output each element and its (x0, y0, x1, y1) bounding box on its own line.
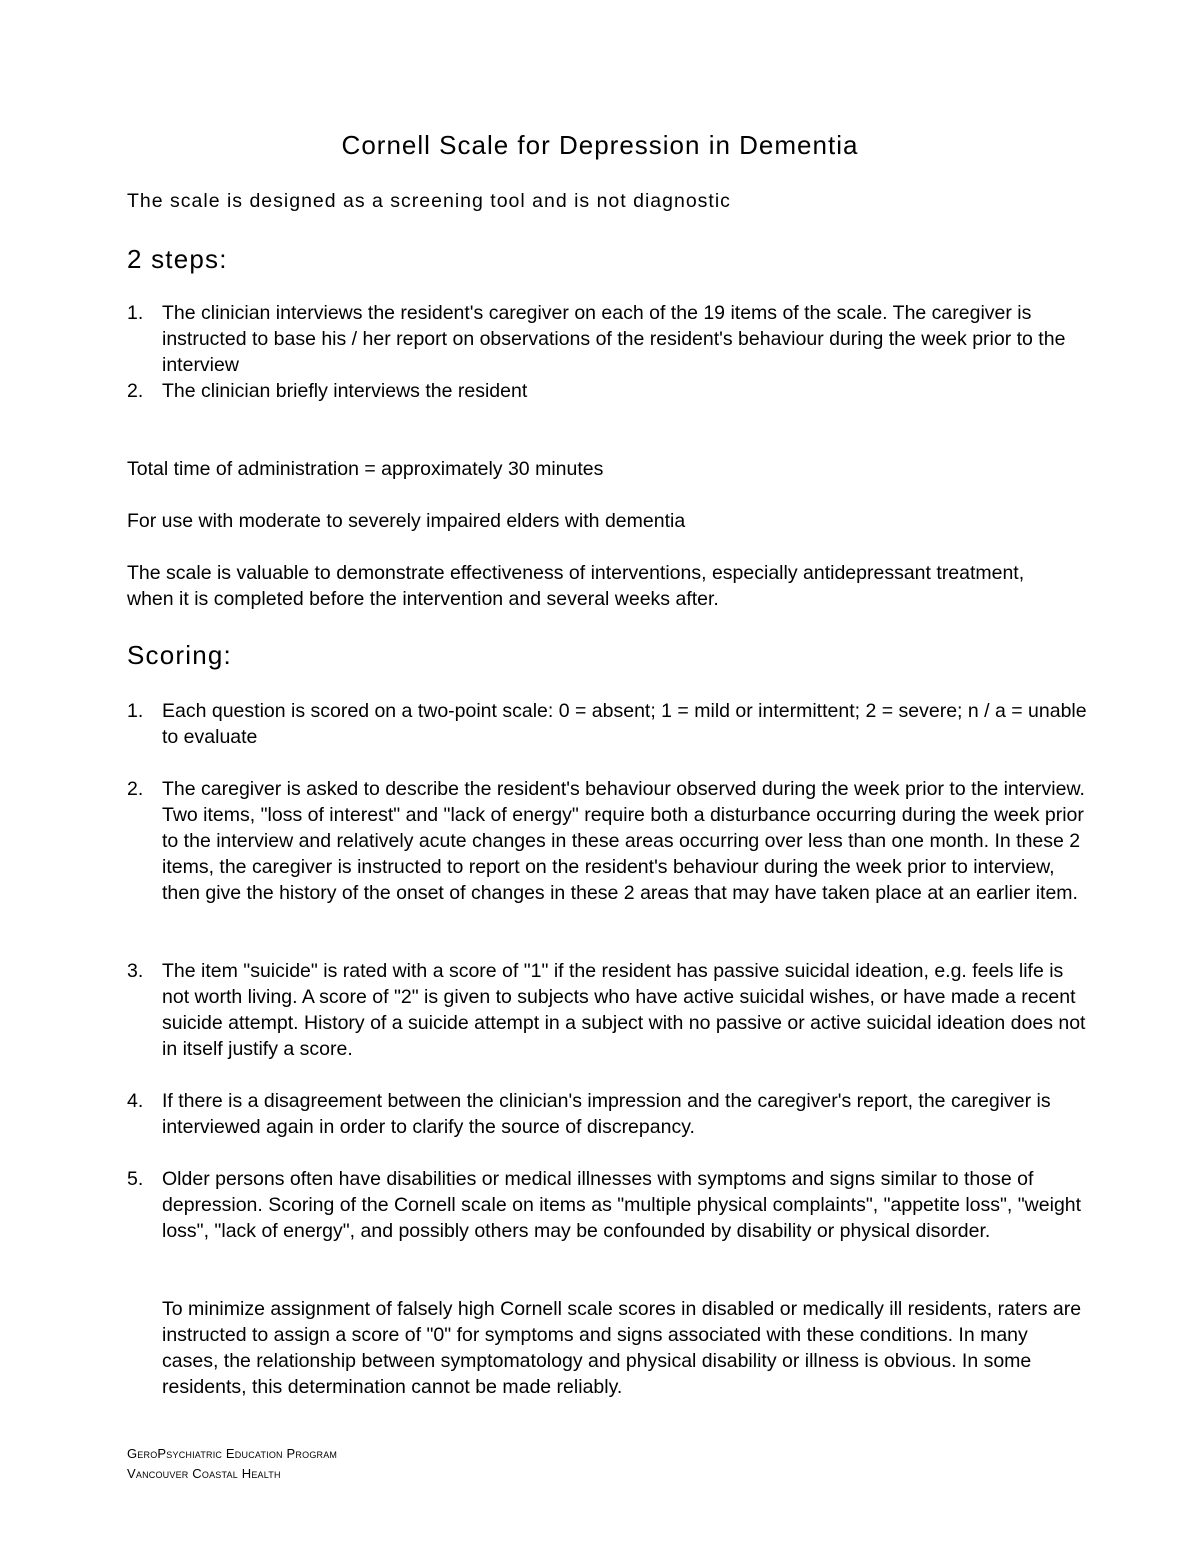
step-number: 2. (127, 380, 144, 402)
scoring-number: 4. (127, 1090, 144, 1112)
scoring-item-3 (127, 958, 1087, 1062)
scoring-text: The caregiver is asked to describe the resident's behaviour observed during the week prior to the interview. Two items, "loss of interest" and "lack of energy" require both a disturbance occurring during the week prior to the interview and relatively acute changes in these areas occurring over less than one month. In these 2 items, the caregiver is instructed to report on the resident's behaviour during the week prior to interview, then give the history of the onset of changes in these 2 areas that may have taken place at an earlier item. (162, 778, 1085, 904)
step-number: 1. (127, 302, 144, 324)
scoring-number: 5. (127, 1168, 144, 1190)
scoring-item-4 (127, 1088, 1087, 1140)
scoring-item-5-continued (127, 1296, 1087, 1400)
step-item-1 (127, 300, 1087, 378)
steps-heading: 2 steps: (127, 244, 228, 274)
scoring-text: If there is a disagreement between the clinician's impression and the caregiver's report, the caregiver is interviewed again in order to clarify the source of discrepancy. (162, 1090, 1051, 1138)
scoring-text: Each question is scored on a two-point scale: 0 = absent; 1 = mild or intermittent; 2 = severe; n / a = unable to evaluate (162, 700, 1087, 748)
use-with-text: For use with moderate to severely impaired elders with dementia (127, 510, 686, 532)
scoring-item-1 (127, 698, 1087, 750)
footer-program: GeroPsychiatric Education Program (127, 1446, 338, 1461)
step-item-2 (127, 378, 1087, 404)
scoring-text: The item "suicide" is rated with a score of "1" if the resident has passive suicidal ideation, e.g. feels life is not worth living. A score of "2" is given to subjects who have active suicidal wishes, or have made a recent suicide attempt. History of a suicide attempt in a subject with no passive or active suicidal ideation does not in itself justify a score. (162, 960, 1086, 1060)
step-text: The clinician briefly interviews the resident (162, 380, 528, 402)
scoring-item-2 (127, 776, 1087, 906)
scoring-number: 1. (127, 700, 144, 722)
scoring-text: Older persons often have disabilities or medical illnesses with symptoms and signs similar to those of depression. Scoring of the Cornell scale on items as "multiple physical complaints", "appetite loss", "weight loss", "lack of energy", and possibly others may be confounded by disability or physical disorder. (162, 1168, 1082, 1242)
scoring-number: 2. (127, 778, 144, 800)
scoring-text-continued: To minimize assignment of falsely high Cornell scale scores in disabled or medically ill residents, raters are instructed to assign a score of "0" for symptoms and signs associated with these conditions. In many cases, the relationship between symptomatology and physical disability or illness is obvious. In some residents, this determination cannot be made reliably. (162, 1298, 1082, 1398)
intro-text: The scale is designed as a screening tool and is not diagnostic (127, 190, 731, 212)
document-title: Cornell Scale for Depression in Dementia (341, 130, 859, 160)
scoring-number: 3. (127, 960, 144, 982)
admin-time-text: Total time of administration = approximately 30 minutes (127, 458, 604, 480)
step-text: The clinician interviews the resident's caregiver on each of the 19 items of the scale. The caregiver is instructed to base his / her report on observations of the resident's behaviour during the week prior to the interview (162, 302, 1066, 376)
footer-organization: Vancouver Coastal Health (127, 1466, 281, 1481)
scoring-heading: Scoring: (127, 640, 232, 670)
value-note-text: The scale is valuable to demonstrate effectiveness of interventions, especially antidepressant treatment, when it is completed before the intervention and several weeks after. (127, 562, 1025, 610)
scoring-item-5 (127, 1166, 1087, 1244)
